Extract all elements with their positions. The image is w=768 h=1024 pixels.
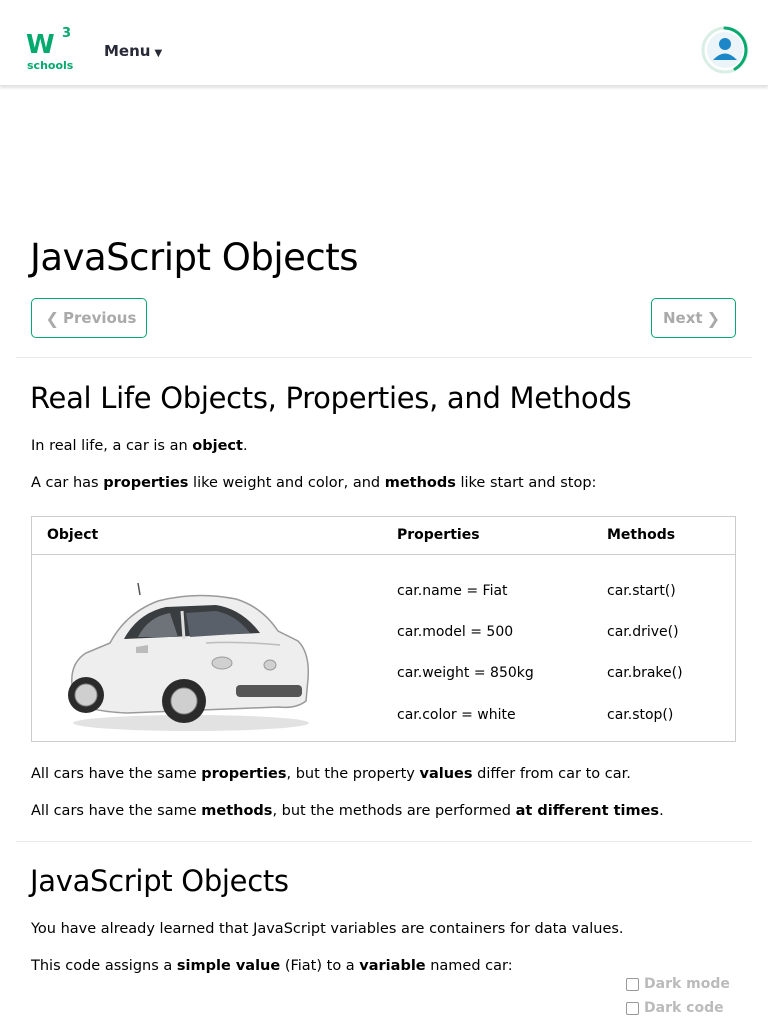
bold-text: values	[419, 766, 473, 782]
divider	[16, 357, 752, 358]
caret-down-icon: ▼	[154, 48, 163, 59]
paragraph-variables-containers: You have already learned that JavaScript variables are containers for data values.	[31, 921, 624, 937]
dark-code-toggle[interactable]	[626, 1000, 724, 1016]
text: differ from car to car.	[472, 766, 631, 782]
previous-button[interactable]	[31, 298, 147, 338]
text: .	[659, 803, 664, 819]
dark-code-label: Dark code	[644, 1000, 724, 1016]
next-button[interactable]	[651, 298, 736, 338]
user-avatar-icon[interactable]	[700, 25, 750, 75]
next-label: Next	[663, 309, 703, 327]
checkbox-icon	[626, 978, 639, 991]
method-cell: car.brake()	[607, 665, 683, 681]
header-object: Object	[47, 527, 99, 543]
paragraph-same-methods	[31, 803, 664, 819]
bold-text: simple value	[176, 958, 281, 974]
property-cell: car.model = 500	[397, 624, 514, 640]
bold-text: object	[192, 438, 243, 454]
text: like start and stop:	[455, 475, 597, 491]
page-title: JavaScript Objects	[30, 236, 359, 279]
bold-text: at different times	[515, 803, 660, 819]
paragraph-simple-value	[31, 958, 513, 974]
section-heading-real-life: Real Life Objects, Properties, and Methods	[30, 381, 632, 415]
text: (Fiat) to a	[280, 958, 360, 974]
bold-text: variable	[359, 958, 426, 974]
property-cell: car.weight = 850kg	[397, 665, 534, 681]
property-cell: car.color = white	[397, 707, 516, 723]
property-cell: car.name = Fiat	[397, 583, 508, 599]
menu-label: Menu	[104, 42, 151, 60]
section-heading-javascript-objects: JavaScript Objects	[30, 864, 289, 898]
chevron-left-icon: ❮	[45, 308, 59, 328]
bold-text: methods	[384, 475, 456, 491]
dark-mode-label: Dark mode	[644, 976, 730, 992]
bold-text: properties	[103, 475, 189, 491]
top-navigation-bar	[0, 16, 768, 86]
paragraph-car-object	[31, 438, 248, 454]
bold-text: methods	[201, 803, 273, 819]
paragraph-car-properties	[31, 475, 596, 491]
text: like weight and color, and	[188, 475, 385, 491]
checkbox-icon	[626, 1002, 639, 1015]
paragraph-same-properties	[31, 766, 631, 782]
chevron-right-icon: ❯	[706, 308, 720, 328]
car-object-table	[31, 516, 736, 742]
table-header-row	[32, 517, 735, 555]
logo-superscript: 3	[62, 26, 72, 41]
text: .	[242, 438, 248, 454]
logo-mark: W	[26, 30, 52, 60]
dark-mode-toggle[interactable]	[626, 976, 730, 992]
text: This code assigns a	[31, 958, 177, 974]
divider	[16, 841, 752, 842]
text: , but the property	[286, 766, 420, 782]
bold-text: properties	[201, 766, 287, 782]
text: In real life, a car is an	[31, 438, 193, 454]
method-cell: car.drive()	[607, 624, 679, 640]
text: A car has	[31, 475, 104, 491]
previous-label: Previous	[63, 309, 137, 327]
logo-text: schools	[27, 59, 74, 72]
text: named car:	[425, 958, 513, 974]
header-methods: Methods	[607, 527, 676, 543]
method-cell: car.start()	[607, 583, 676, 599]
car-image	[66, 583, 312, 733]
text: All cars have the same	[31, 766, 202, 782]
text: , but the methods are performed	[272, 803, 516, 819]
text: All cars have the same	[31, 803, 202, 819]
menu-button[interactable]	[104, 42, 162, 60]
method-cell: car.stop()	[607, 707, 674, 723]
w3schools-logo[interactable]	[26, 26, 76, 74]
header-properties: Properties	[397, 527, 480, 543]
